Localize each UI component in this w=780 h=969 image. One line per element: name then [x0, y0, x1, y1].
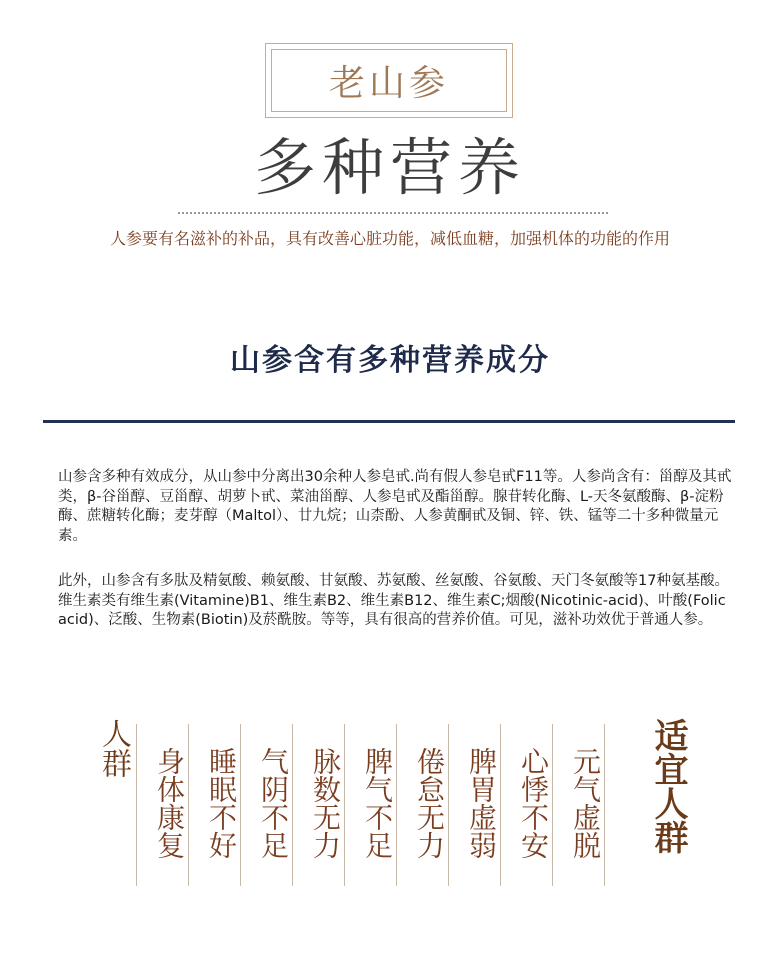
column-divider	[344, 724, 345, 886]
section-rule	[43, 420, 735, 423]
group-column: 脾气不足	[361, 747, 394, 859]
subtitle: 人参要有名滋补的补品，具有改善心脏功能，减低血糖，加强机体的功能的作用	[110, 229, 671, 248]
page-title: 多种营养	[253, 131, 526, 204]
column-divider	[136, 724, 137, 886]
section-title: 山参含有多种营养成分	[230, 343, 550, 378]
column-divider	[500, 724, 501, 886]
column-divider	[240, 724, 241, 886]
group-column: 脉数无力	[309, 747, 342, 859]
column-divider	[188, 724, 189, 886]
column-divider	[552, 724, 553, 886]
column-divider	[292, 724, 293, 886]
group-column: 倦怠无力	[413, 747, 446, 859]
column-divider	[604, 724, 605, 886]
group-column: 脾胃虚弱	[465, 747, 498, 859]
group-column: 身体康复	[153, 747, 186, 859]
target-label: 适宜人群	[648, 718, 688, 854]
paragraph-nutrition: 此外，山参含有多肽及精氨酸、赖氨酸、甘氨酸、苏氨酸、丝氨酸、谷氨酸、天门冬氨酸等17种氨基酸。维生素类有维生素(Vitamine)B1、维生素B2、维生素B12、维生素C;烟酸(Nicotinic-acid)、叶酸(Folic acid)、泛酸、生物素(Biotin)及菸酰胺。等等，具有很高的营养价值。可见，滋补功效优于普通人参。	[58, 573, 729, 628]
group-column: 睡眠不好	[205, 747, 238, 859]
paragraph-ingredients: 山参含多种有效成分，从山参中分离出30余种人参皂甙.尚有假人参皂甙F11等。人参尚含有：甾醇及其甙类，β-谷甾醇、豆甾醇、胡萝卜甙、菜油甾醇、人参皂甙及酯甾醇。腺苷转化酶、L-天冬氨酸酶、β-淀粉酶、蔗糖转化酶；麦芽醇（Maltol）、廿九烷；山柰酚、人参黄酮甙及铜、锌、铁、锰等二十多种微量元素。	[58, 469, 732, 544]
badge-frame	[265, 43, 513, 118]
badge-label: 老山参	[328, 63, 449, 104]
badge-inner-frame	[271, 49, 507, 112]
people-label: 人群	[96, 718, 131, 778]
group-column: 心悸不安	[517, 747, 550, 859]
group-column: 气阴不足	[257, 747, 290, 859]
column-divider	[448, 724, 449, 886]
column-divider	[396, 724, 397, 886]
dotted-divider	[178, 212, 608, 214]
group-column: 元气虚脱	[569, 747, 602, 859]
